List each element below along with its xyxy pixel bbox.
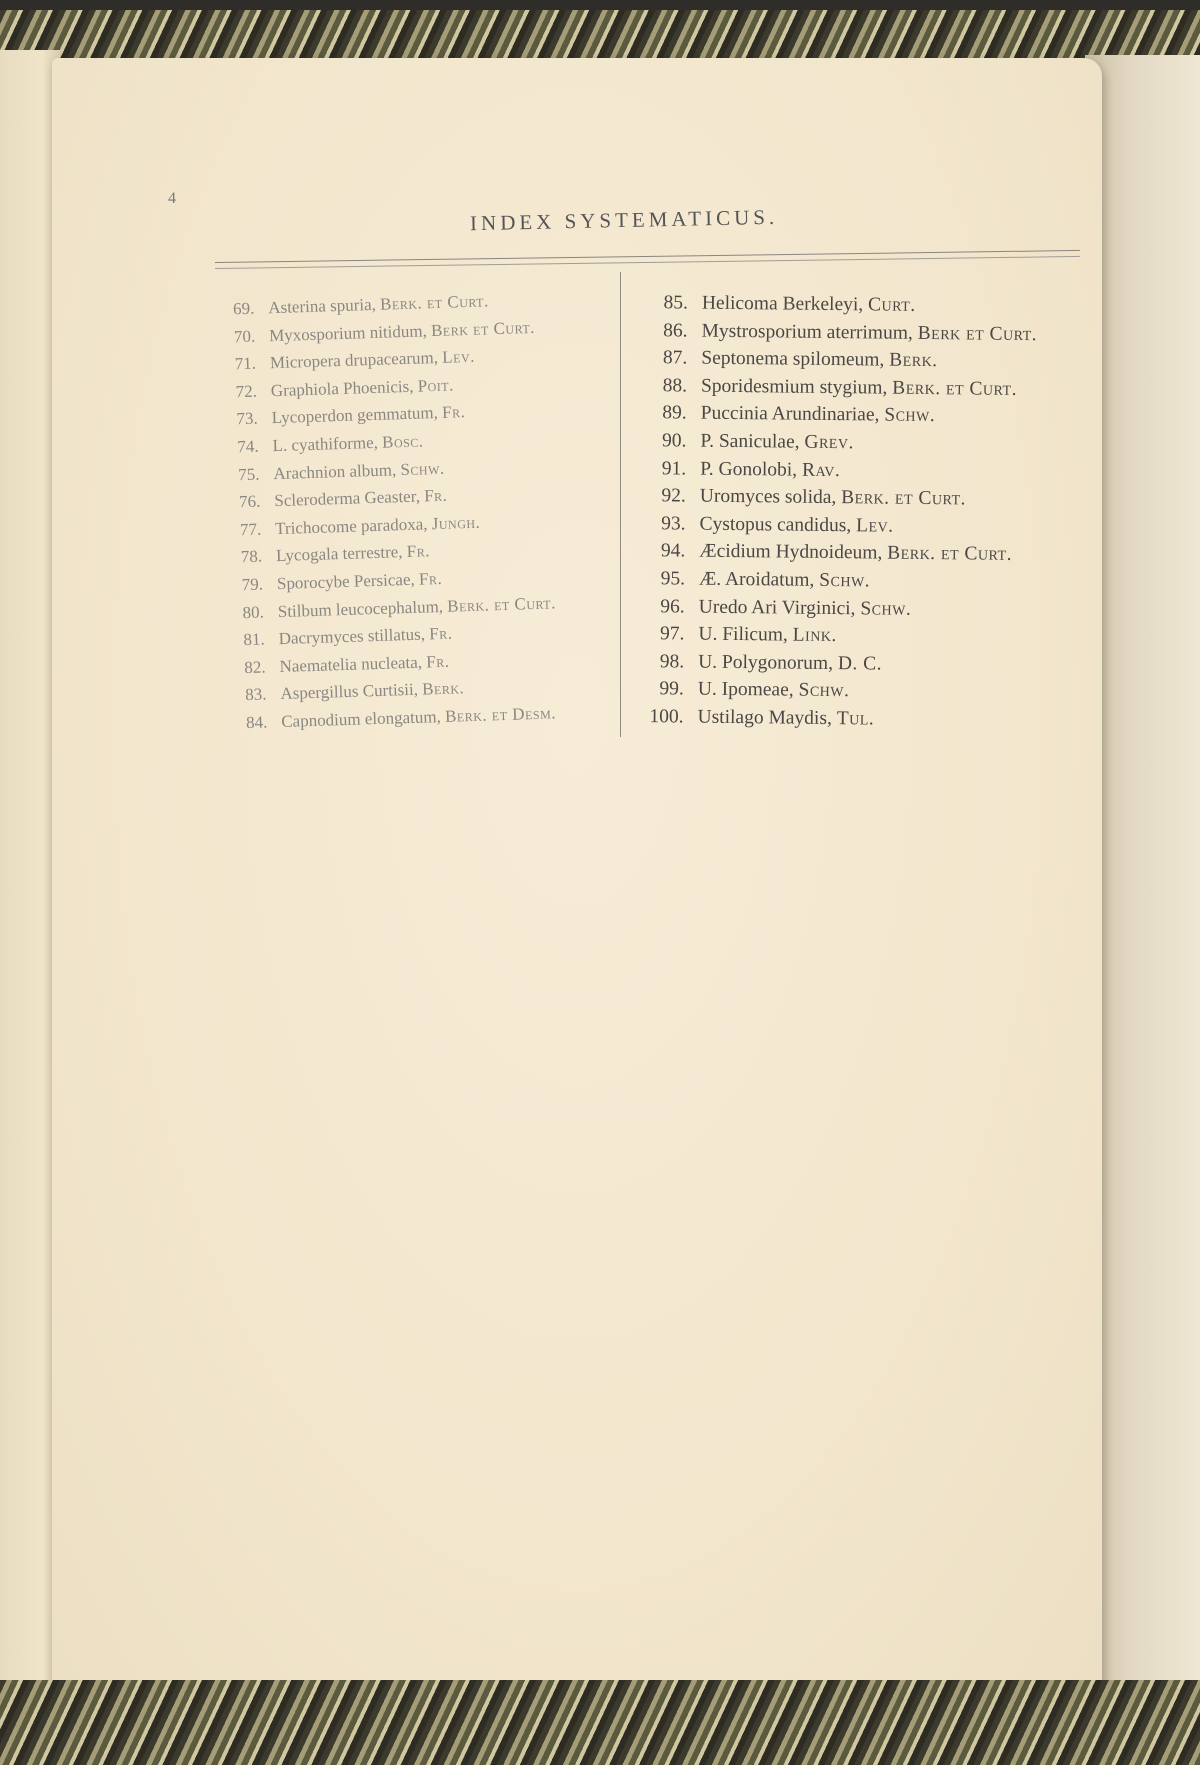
entry-number: 98. <box>659 650 685 673</box>
entry-number: 73. <box>236 409 259 429</box>
entry-number: 69. <box>232 298 255 319</box>
entry-number: 84. <box>245 712 268 733</box>
entry-number: 85. <box>663 292 688 314</box>
authority: Berk et Curt. <box>917 322 1038 345</box>
species-name: Myxosporium nitidum, <box>268 320 428 345</box>
authority: Fr. <box>418 568 443 589</box>
entry-number: 89. <box>662 402 687 424</box>
index-column-left <box>212 287 626 741</box>
entry-number: 91. <box>661 457 687 480</box>
page-number: 4 <box>168 190 176 207</box>
authority: Berk. et Curt. <box>841 487 967 510</box>
entry-number: 97. <box>659 623 685 645</box>
entry-number: 82. <box>244 657 266 677</box>
entry-number: 78. <box>240 546 263 567</box>
authority: Berk. <box>889 349 938 372</box>
species-name: Asterina spuria, <box>267 294 377 318</box>
entry-number: 72. <box>235 381 258 402</box>
entry-number: 77. <box>239 519 262 539</box>
authority: Rav. <box>801 459 841 481</box>
species-name: Uredo Ari Virginici, <box>698 596 856 619</box>
species-name: U. Filicum, <box>698 623 788 646</box>
authority: Berk. et Curt. <box>887 542 1013 566</box>
authority: Schw. <box>798 679 850 702</box>
authority: Fr. <box>428 623 453 644</box>
authority: Fr. <box>406 541 431 562</box>
entry-number: 96. <box>660 595 685 618</box>
species-name: Septonema spilomeum, <box>701 347 885 371</box>
species-name: Naematelia nucleata, <box>279 652 423 676</box>
species-name: Cystopus candidus, <box>699 513 852 536</box>
species-name: Arachnion album, <box>273 459 397 483</box>
entry-number: 93. <box>661 512 686 535</box>
authority: Schw. <box>819 569 871 592</box>
entry-number: 100. <box>649 706 684 728</box>
marbled-binding-bottom <box>0 1680 1200 1765</box>
index-column-right <box>635 292 1100 738</box>
authority: Schw. <box>860 597 912 620</box>
species-name: Sporocybe Persicae, <box>276 569 416 594</box>
species-name: P. Saniculae, <box>700 430 800 453</box>
entry-number: 90. <box>661 430 687 452</box>
entry-number: 88. <box>662 375 688 397</box>
species-name: Puccinia Arundinariae, <box>700 403 880 426</box>
species-name: Capnodium elongatum, <box>280 706 442 731</box>
authority: Berk. et Desm. <box>444 703 557 726</box>
authority: Berk. et Curt. <box>379 291 489 314</box>
species-name: Æ. Aroidatum, <box>698 568 815 591</box>
entry-number: 76. <box>238 491 261 512</box>
authority: Berk. et Curt. <box>446 592 557 616</box>
authority: Lev. <box>441 346 476 367</box>
species-name: Lycogala terrestre, <box>275 542 403 566</box>
species-name: P. Gonolobi, <box>700 458 798 481</box>
authority: Poit. <box>417 375 455 396</box>
species-name: Trichocome paradoxa, <box>274 514 428 538</box>
running-head: INDEX SYSTEMATICUS. <box>469 204 779 236</box>
authority: Schw. <box>400 458 445 479</box>
authority: Berk et Curt. <box>430 317 536 340</box>
authority: Fr. <box>423 485 448 506</box>
species-name: U. Polygonorum, <box>698 651 834 674</box>
entry-number: 87. <box>662 347 688 369</box>
species-name: Æcidium Hydnoideum, <box>699 540 883 564</box>
authority: Fr. <box>425 651 450 672</box>
species-name: U. Ipomeae, <box>697 678 794 701</box>
species-name: Aspergillus Curtisii, <box>280 680 419 704</box>
page-stack-edge <box>1085 55 1200 1695</box>
entry-number: 99. <box>659 678 684 700</box>
entry-number: 74. <box>237 436 259 457</box>
species-name: Micropera drupacearum, <box>269 348 439 373</box>
entry-number: 81. <box>243 629 265 650</box>
authority: D. C. <box>837 652 883 675</box>
authority: Grev. <box>804 431 854 454</box>
authority: Berk. et Curt. <box>892 377 1018 400</box>
species-name: Stilbum leucocephalum, <box>277 596 444 621</box>
authority: Schw. <box>884 404 936 427</box>
entry-number: 92. <box>661 485 686 507</box>
species-name: Ustilago Maydis, <box>697 706 832 729</box>
authority: Berk. <box>421 678 465 699</box>
entry-number: 75. <box>237 464 260 484</box>
entry-number: 95. <box>660 568 686 590</box>
species-name: Mystrosporium aterrimum, <box>701 320 913 344</box>
species-name: Helicoma Berkeleyi, <box>701 292 864 316</box>
entry-number: 71. <box>234 353 257 374</box>
authority: Tul. <box>836 707 875 730</box>
species-name: Uromyces solida, <box>699 485 837 509</box>
entry-number: 86. <box>663 319 688 342</box>
species-name: Graphiola Phoenicis, <box>270 376 414 400</box>
authority: Jungh. <box>431 512 481 533</box>
facing-page-edge <box>0 50 60 1710</box>
species-name: Dacrymyces stillatus, <box>278 624 426 649</box>
entry-number: 70. <box>233 326 256 346</box>
authority: Lev. <box>856 515 894 537</box>
species-name: L. cyathiforme, <box>272 432 379 456</box>
entry-number: 83. <box>244 684 267 705</box>
index-entry <box>635 706 1095 738</box>
authority: Curt. <box>868 294 916 316</box>
authority: Fr. <box>441 402 466 423</box>
entry-number: 80. <box>242 602 265 622</box>
entry-number: 79. <box>241 574 264 595</box>
authority: Link. <box>792 624 837 647</box>
species-name: Lycoperdon gemmatum, <box>271 403 439 428</box>
authority: Bosc. <box>381 431 424 452</box>
entry-number: 94. <box>660 540 686 562</box>
species-name: Scleroderma Geaster, <box>274 486 421 511</box>
species-name: Sporidesmium stygium, <box>700 375 888 399</box>
